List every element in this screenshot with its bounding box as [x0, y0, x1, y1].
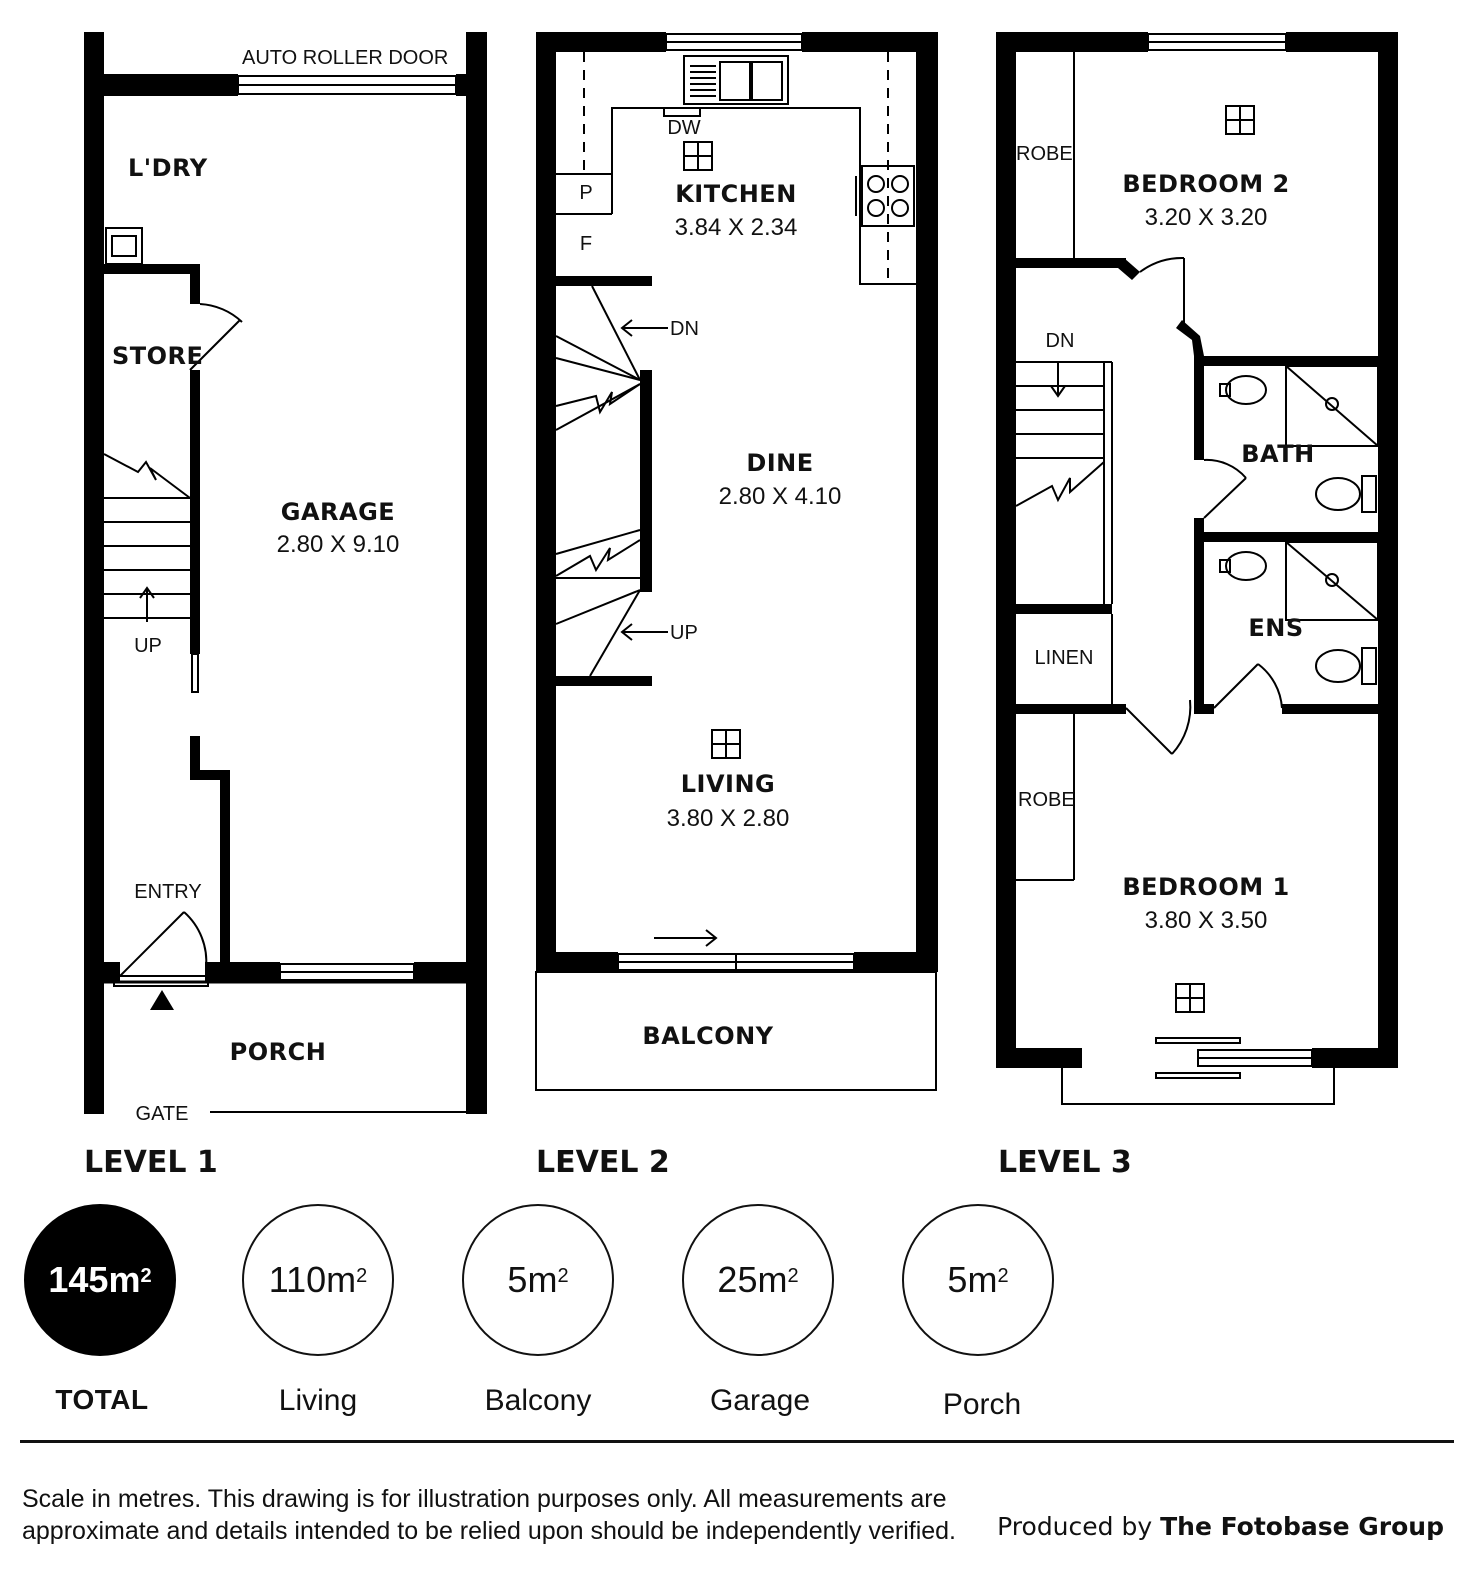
level-3-dn-label: DN	[1045, 330, 1075, 352]
bedroom-2-size: 3.20 X 3.20	[1144, 204, 1268, 231]
area-living-value: 110m	[268, 1259, 357, 1300]
area-living-label: Living	[278, 1384, 358, 1417]
area-living-circle	[242, 1204, 394, 1356]
dine-size: 2.80 X 4.10	[718, 483, 842, 510]
area-balcony-label: Balcony	[484, 1384, 592, 1417]
area-garage-circle	[682, 1204, 834, 1356]
area-balcony-value: 5m	[507, 1259, 558, 1300]
linen-label: LINEN	[1034, 647, 1094, 669]
level-1-details	[104, 76, 468, 1112]
level-3-title: LEVEL 3	[998, 1145, 1132, 1180]
entry-arrow-icon	[150, 990, 174, 1010]
bedroom-1-name: BEDROOM 1	[1122, 873, 1290, 901]
level-2-dn-label: DN	[670, 318, 699, 340]
living-size: 3.80 X 2.80	[666, 805, 790, 832]
level-2-up-label: UP	[670, 622, 698, 644]
disclaimer-line-2: approximate and details intended to be relied upon should be independently verified.	[22, 1517, 956, 1545]
gate-label: GATE	[135, 1103, 189, 1125]
footer-divider	[20, 1440, 1454, 1443]
balcony-label: BALCONY	[642, 1022, 774, 1050]
garage-name: GARAGE	[280, 498, 396, 526]
area-porch-circle	[902, 1204, 1054, 1356]
entry-label: ENTRY	[134, 881, 202, 903]
disclaimer-line-1: Scale in metres. This drawing is for illustration purposes only. All measurements are	[22, 1485, 947, 1513]
area-balcony-unit: 2	[557, 1264, 569, 1287]
area-balcony-circle	[462, 1204, 614, 1356]
pantry-label: P	[579, 182, 593, 204]
area-total-value: 145m	[48, 1259, 141, 1300]
kitchen-size: 3.84 X 2.34	[674, 214, 798, 241]
porch-label: PORCH	[229, 1038, 327, 1066]
area-garage-unit: 2	[787, 1264, 799, 1287]
area-garage-value: 25m	[717, 1259, 788, 1300]
kitchen-name: KITCHEN	[675, 180, 797, 208]
area-total-circle	[24, 1204, 176, 1356]
credit	[997, 1512, 1444, 1541]
level-2-title: LEVEL 2	[536, 1145, 670, 1180]
area-total-label: TOTAL	[55, 1384, 149, 1415]
store-label: STORE	[112, 342, 204, 370]
bath-label: BATH	[1241, 440, 1315, 468]
dine-name: DINE	[746, 449, 814, 477]
company-name: The Fotobase Group	[1160, 1512, 1444, 1541]
area-porch-unit: 2	[997, 1264, 1009, 1287]
bedroom-2-name: BEDROOM 2	[1122, 170, 1290, 198]
ens-label: ENS	[1248, 614, 1304, 642]
dishwasher-label: DW	[667, 117, 701, 139]
produced-by-label: Produced by	[997, 1512, 1153, 1541]
laundry-label: L'DRY	[128, 154, 208, 182]
robe-bottom-label: ROBE	[1018, 789, 1075, 811]
disclaimer	[22, 1483, 1122, 1547]
area-living-unit: 2	[356, 1264, 368, 1287]
area-porch-label: Porch	[942, 1388, 1022, 1421]
garage-size: 2.80 X 9.10	[276, 531, 400, 558]
area-porch-value: 5m	[947, 1259, 998, 1300]
living-name: LIVING	[680, 770, 776, 798]
area-garage-label: Garage	[709, 1384, 811, 1417]
fridge-label: F	[579, 233, 593, 255]
area-total-unit: 2	[140, 1264, 152, 1287]
auto-roller-door-label: AUTO ROLLER DOOR	[242, 47, 449, 69]
level-1-up-label: UP	[134, 635, 162, 657]
bedroom-1-size: 3.80 X 3.50	[1144, 907, 1268, 934]
level-1-title: LEVEL 1	[84, 1145, 218, 1180]
robe-top-label: ROBE	[1016, 143, 1073, 165]
